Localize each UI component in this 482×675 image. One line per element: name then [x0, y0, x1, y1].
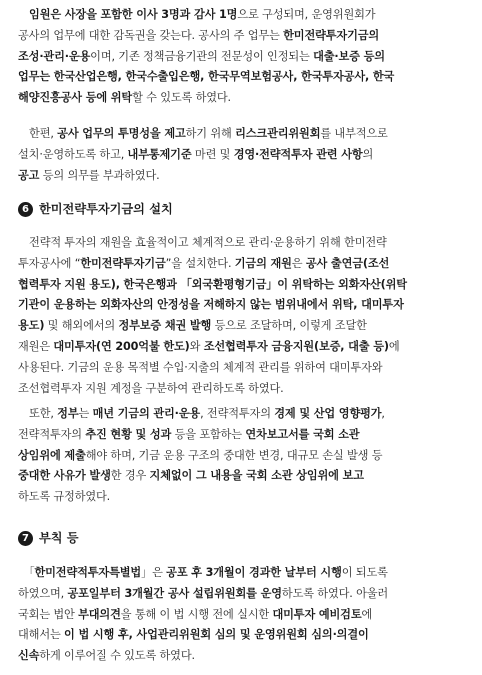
- bold-text-run: 상임위에 제출: [18, 448, 86, 462]
- text-run: 재원은: [18, 339, 54, 353]
- text-run: ”을 설치한다.: [165, 256, 235, 270]
- text-line: [18, 466, 470, 487]
- text-run: 해야 하며, 기금 운용 구조의 중대한 변경, 대규모 손실 발생 등: [85, 448, 383, 462]
- text-run: 전략적투자의: [18, 427, 86, 441]
- text-run: 에: [361, 607, 373, 621]
- text-run: 할 수 있도록 하였다.: [132, 91, 231, 105]
- paragraph-enforcement: [18, 563, 470, 667]
- bold-text-run: 한미전략적투자특별법: [34, 566, 142, 579]
- bold-text-run: 대출·보증 등의: [313, 49, 385, 63]
- text-run: 이며, 기존 정책금융기관의 전문성이 인정되는: [90, 49, 314, 63]
- paragraph-reporting: [18, 404, 470, 508]
- text-run: 을 통해 이 법 시행 전에 실시한: [120, 607, 273, 621]
- text-line: [18, 295, 470, 316]
- text-run: 또한,: [18, 407, 58, 420]
- text-run: 」은: [141, 566, 167, 579]
- text-line: [18, 404, 470, 425]
- circled-number-7: 7: [18, 531, 33, 546]
- bold-text-run: 한미전략투자기금의: [283, 28, 380, 42]
- section-title-fund: 한미전략투자기금의 설치: [39, 202, 173, 216]
- bold-text-run: 정부보증 채권 발행: [118, 319, 212, 333]
- bold-text-run: 부대의견: [78, 607, 121, 621]
- bold-text-run: 연차보고서를 국회 소관: [245, 427, 360, 441]
- bold-text-run: 임원은: [18, 8, 65, 21]
- text-run: 사용된다. 기금의 운용 목적별 수입·지출의 체계적 관리를 위하여 대미투자와: [18, 360, 383, 374]
- bold-text-run: 경제 및 산업 영향평가: [274, 407, 382, 420]
- bold-text-run: 정부: [57, 407, 79, 420]
- text-line: [18, 379, 470, 400]
- bold-text-run: 대미투자 예비검토: [272, 607, 362, 621]
- paragraph-transparency: [18, 124, 470, 186]
- bold-text-run: 경영·전략적투자 관련 사항: [233, 147, 363, 161]
- circled-number-6: 6: [18, 202, 33, 217]
- bold-text-run: 신속: [18, 649, 40, 663]
- bold-text-run: 조선협력투자 금융지원(보증, 대출 등): [203, 339, 389, 353]
- text-run: 으로 구성되며, 운영위원회가: [237, 8, 376, 21]
- bold-text-run: 기관이 운용하는 외화자산의 안정성을 저해하지 않는 범위내에서 위탁, 대미투자: [18, 298, 404, 312]
- text-run: 은: [291, 256, 306, 270]
- text-run: 한편,: [18, 127, 58, 140]
- text-run: 등을 포함하는: [171, 427, 246, 441]
- text-line: [18, 124, 470, 145]
- bold-text-run: 추진 현황 및 성과: [85, 427, 172, 441]
- bold-text-run: 공포 후 3개월이 경과한 날부터 시행: [166, 566, 342, 579]
- text-line: [18, 275, 470, 296]
- bold-text-run: 내부통제기준: [127, 147, 192, 161]
- bold-text-run: 조성·관리·운용: [18, 49, 91, 63]
- text-line: [18, 233, 470, 254]
- text-run: 와: [189, 339, 204, 353]
- text-run: 는: [78, 407, 93, 420]
- bold-text-run: 지체없이 그 내용을 국회 소관 상임위에 보고: [149, 469, 364, 483]
- text-line: [18, 88, 470, 109]
- text-line: [18, 646, 470, 667]
- text-run: 하기 위해: [185, 127, 236, 140]
- section-heading-fund: [18, 198, 173, 220]
- text-run: 를 내부적으로: [320, 127, 388, 140]
- text-run: ,: [381, 407, 385, 420]
- text-run: 대해서는: [18, 628, 65, 642]
- text-run: 등으로 조달하며, 이렇게 조달한: [211, 319, 367, 333]
- text-run: 하도록 규정하였다.: [18, 490, 111, 504]
- text-run: 전략적 투자의 재원을 효율적이고 체계적으로 관리·운용하기 위해 한미전략: [18, 236, 387, 249]
- bold-text-run: 업무는 한국산업은행, 한국수출입은행, 한국무역보험공사, 한국투자공사, 한국: [18, 70, 395, 84]
- bold-text-run: 대미투자(연 200억불 한도): [53, 339, 190, 353]
- text-run: 및 해외에서의: [44, 319, 119, 333]
- text-line: [18, 425, 470, 446]
- bold-text-run: 협력투자 지원 용도), 한국은행과 「외국환평형기금」이 위탁하는 외화자산(위탁: [18, 277, 407, 291]
- text-run: 한 경우: [110, 469, 150, 483]
- text-line: [18, 584, 470, 605]
- bold-text-run: 공사 업무의 투명성을 제고: [57, 127, 186, 140]
- text-run: 투자공사에 “: [18, 256, 81, 270]
- text-line: [18, 47, 470, 68]
- bold-text-run: 중대한 사유가 발생: [18, 469, 111, 483]
- section-heading-supplementary: [18, 527, 79, 549]
- paragraph-fund-setup: [18, 233, 470, 399]
- bold-text-run: 공사 출연금(조선: [305, 256, 390, 270]
- text-line: [18, 316, 470, 337]
- text-line: [18, 254, 470, 275]
- text-run: 「: [18, 566, 35, 579]
- text-line: [18, 26, 470, 47]
- text-line: [18, 67, 470, 88]
- text-run: 이 되도록: [341, 566, 388, 579]
- text-line: [18, 563, 470, 584]
- bold-text-run: 해양진흥공사 등에 위탁: [18, 91, 133, 105]
- bold-text-run: 리스크관리위원회: [235, 127, 321, 140]
- bold-text-run: 사장을 포함한 이사 3명과 감사 1명: [64, 8, 238, 21]
- text-line: [18, 166, 470, 187]
- text-run: 하였으며,: [18, 586, 68, 600]
- text-line: [18, 625, 470, 646]
- text-line: [18, 358, 470, 379]
- text-run: 설치·운영하도록 하고,: [18, 147, 128, 161]
- text-line: [18, 605, 470, 626]
- text-run: 공사의 업무에 대한 감독권을 갖는다. 공사의 주 업무는: [18, 28, 284, 42]
- text-run: 에: [388, 339, 400, 353]
- text-run: 국회는 법안: [18, 607, 79, 621]
- text-line: [18, 446, 470, 467]
- bold-text-run: 매년 기금의 관리·운용: [92, 407, 201, 420]
- bold-text-run: 공포일부터 3개월간 공사 설립위원회를 운영: [67, 586, 282, 600]
- bold-text-run: 용도): [18, 319, 45, 333]
- text-run: 하도록 하였다. 아울러: [281, 586, 389, 600]
- bold-text-run: 한미전략투자기금: [80, 256, 166, 270]
- bold-text-run: 이 법 시행 후, 사업관리위원회 심의 및 운영위원회 심의·의결이: [64, 628, 369, 642]
- section-title-supplementary: 부칙 등: [39, 531, 79, 545]
- text-run: , 전략적투자의: [200, 407, 275, 420]
- text-run: 하게 이루어질 수 있도록 하였다.: [39, 649, 195, 663]
- paragraph-officers: [18, 5, 470, 109]
- text-line: [18, 337, 470, 358]
- text-run: 의: [362, 147, 374, 161]
- text-line: [18, 145, 470, 166]
- text-run: 마련 및: [191, 147, 234, 161]
- text-line: [18, 487, 470, 508]
- text-line: [18, 5, 470, 26]
- text-run: 등의 의무를 부과하였다.: [39, 168, 160, 182]
- bold-text-run: 기금의 재원: [234, 256, 292, 270]
- bold-text-run: 공고: [18, 168, 40, 182]
- text-run: 조선협력투자 지원 계정을 구분하여 관리하도록 하였다.: [18, 381, 284, 395]
